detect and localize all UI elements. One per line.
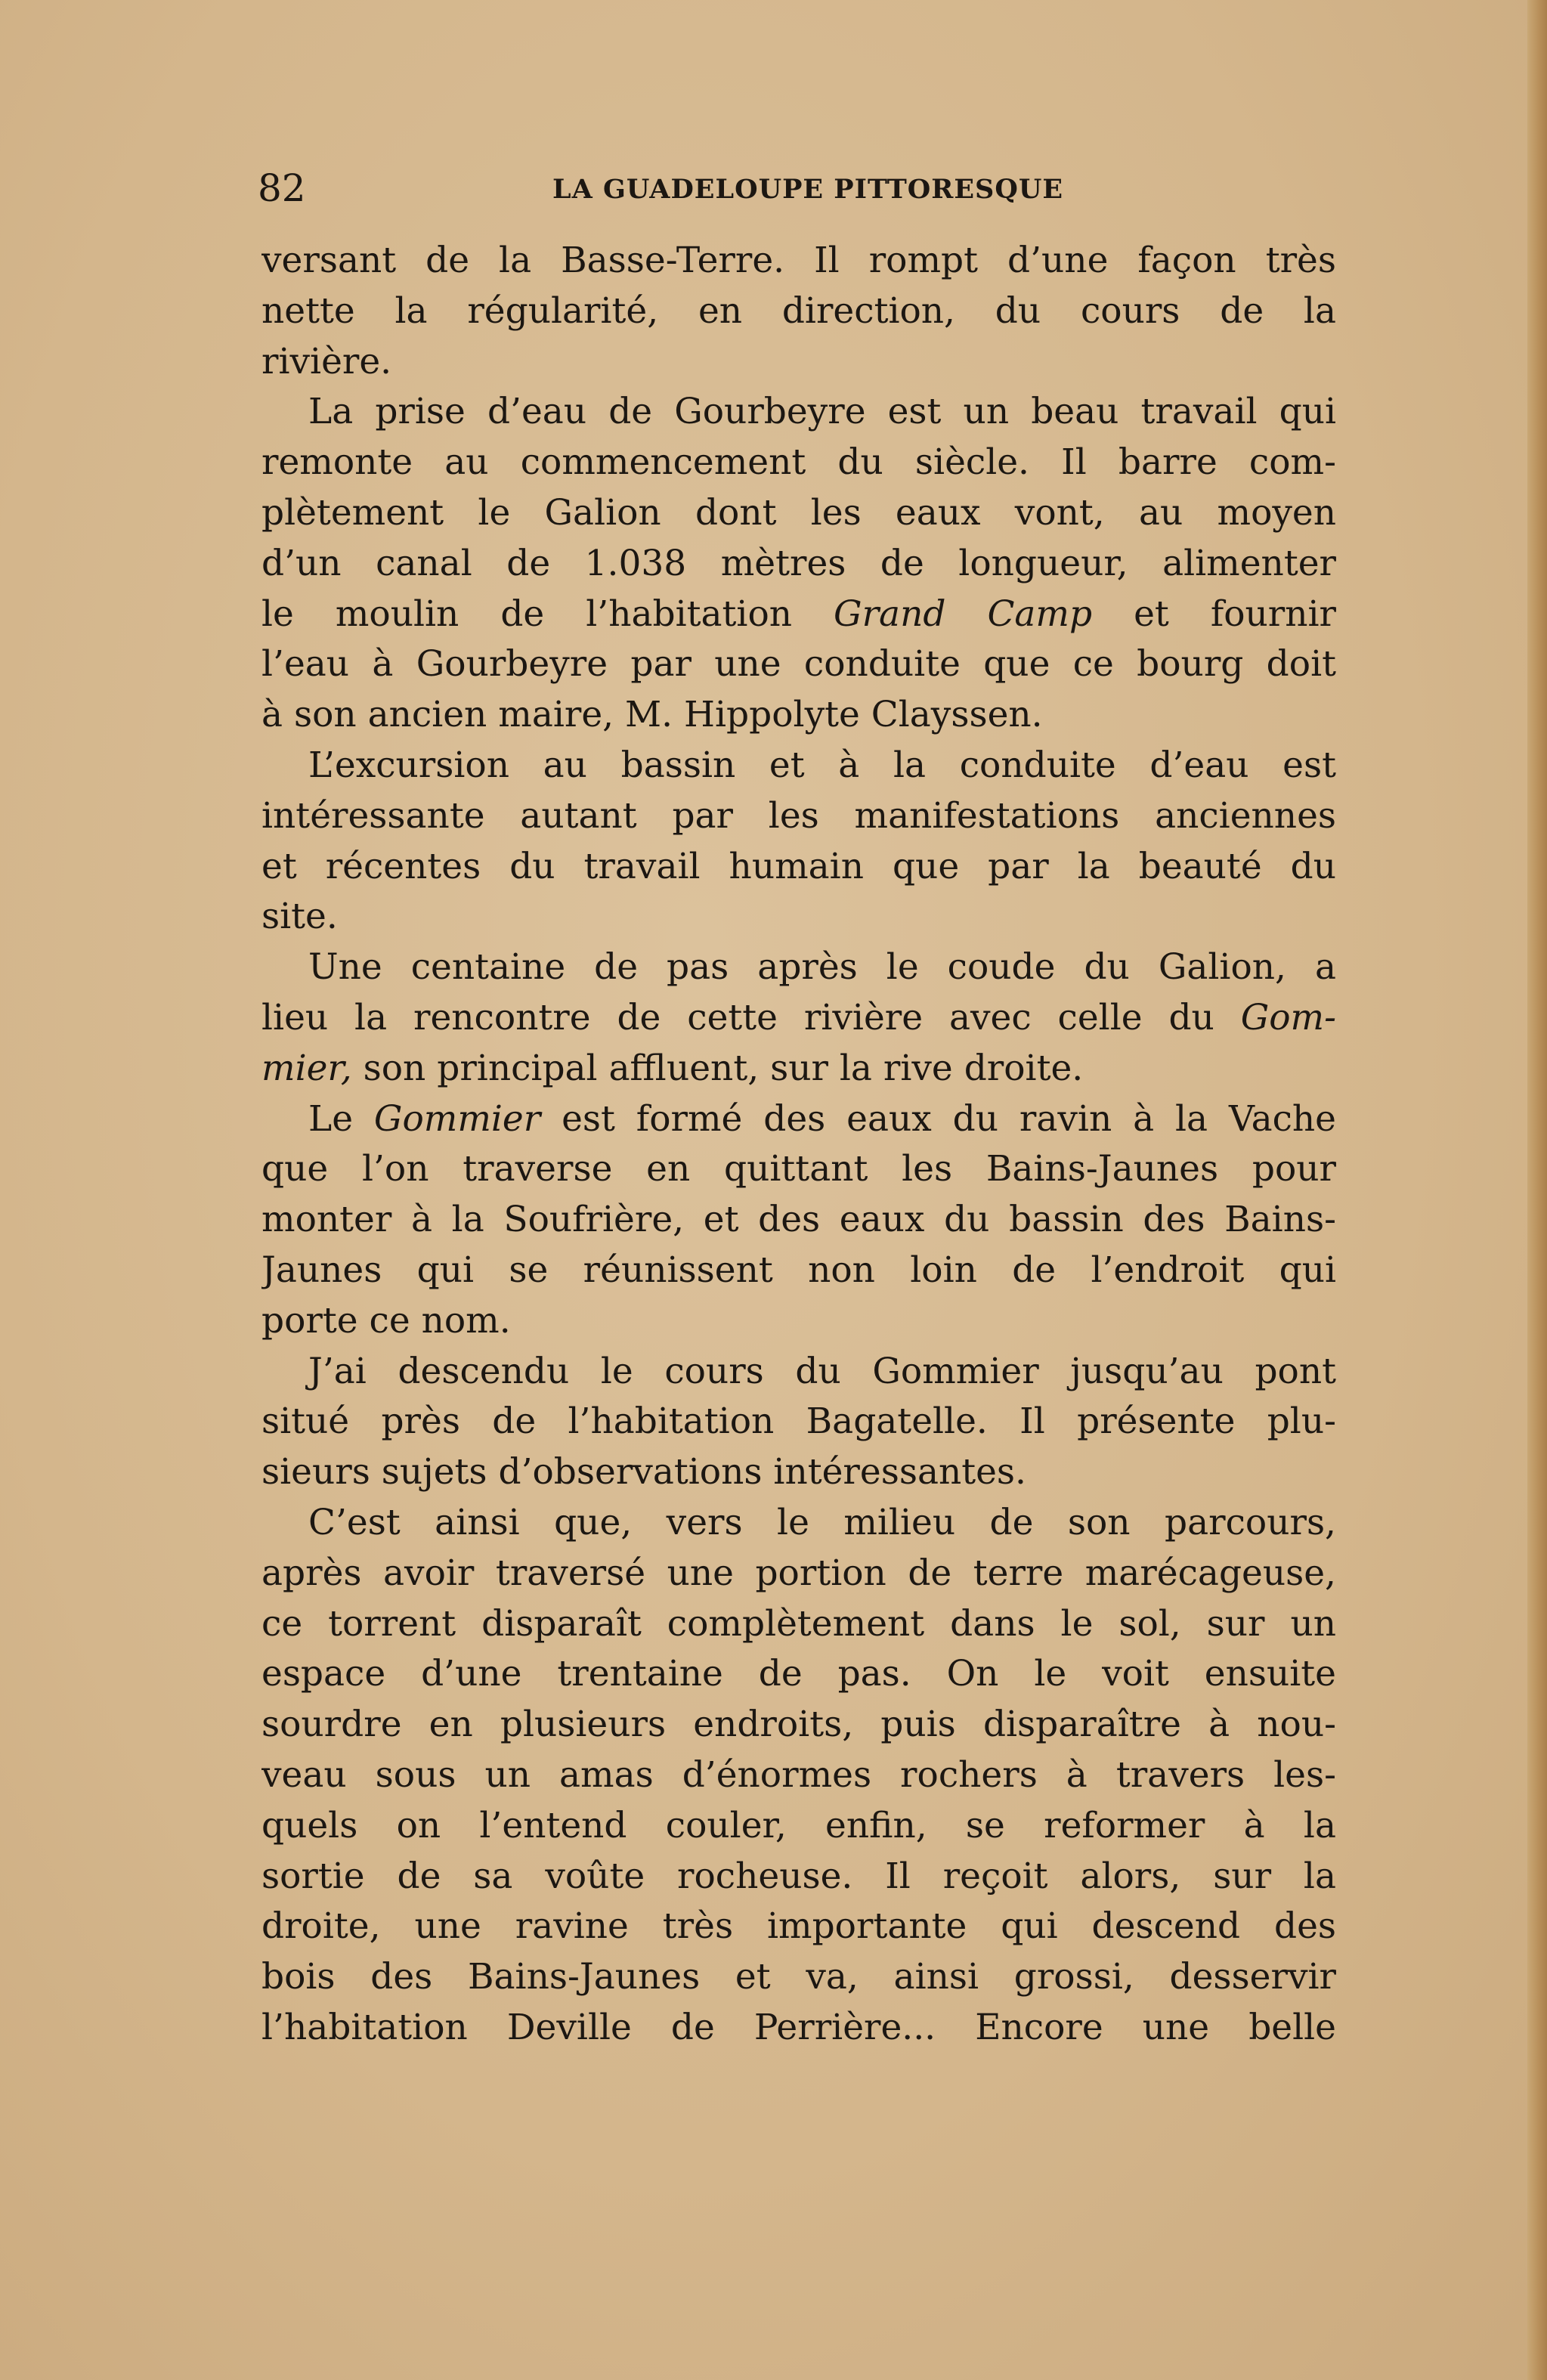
text-line: sieurs sujets d’observations intéressantes. (261, 1451, 1026, 1493)
text-line: sourdre en plusieurs endroits, puis disparaître à nou- (261, 1704, 1336, 1746)
text-line: d’un canal de 1.038 mètres de longueur, alimenter (261, 542, 1336, 584)
text-line: quels on l’entend couler, enfin, se reformer à la (261, 1804, 1336, 1846)
text-line: porte ce nom. (261, 1299, 511, 1342)
text-line: que l’on traverse en quittant les Bains-Jaunes pour (261, 1148, 1336, 1190)
text-line: Une centaine de pas après le coude du Galion, a (308, 946, 1336, 989)
text-line: remonte au commencement du siècle. Il barre com- (261, 441, 1336, 484)
italic-term: mier, (261, 1047, 352, 1089)
text-line: l’eau à Gourbeyre par une conduite que ce bourg doit (261, 643, 1336, 686)
text-line: lieu la rencontre de cette rivière avec celle du Gom- (261, 996, 1336, 1038)
text-line: droite, une ravine très importante qui descend des (261, 1905, 1336, 1948)
text-line: versant de la Basse-Terre. Il rompt d’une façon très (261, 240, 1336, 281)
text-line: intéressante autant par les manifestations anciennes (261, 794, 1336, 837)
text-line: à son ancien maire, M. Hippolyte Clayssen. (261, 694, 1043, 736)
text-line: Jaunes qui se réunissent non loin de l’endroit qui (261, 1249, 1336, 1291)
text-line: La prise d’eau de Gourbeyre est un beau travail qui (308, 391, 1336, 433)
text-line: C’est ainsi que, vers le milieu de son parcours, (308, 1501, 1336, 1543)
running-header (258, 161, 1336, 214)
text-line: sortie de sa voûte rocheuse. Il reçoit alors, sur la (261, 1855, 1336, 1897)
page-edge (1527, 0, 1547, 2380)
text-line: rivière. (261, 340, 392, 382)
text-line: bois des Bains-Jaunes et va, ainsi grossi, desservir (261, 1956, 1336, 1998)
text-line: Le Gommier est formé des eaux du ravin à la Vache (308, 1097, 1336, 1140)
text-line: et récentes du travail humain que par la beauté du (261, 845, 1336, 887)
italic-term: Gom- (1240, 996, 1336, 1038)
text-line: monter à la Soufrière, et des eaux du bassin des Bains- (261, 1199, 1336, 1241)
italic-term: Grand Camp (834, 593, 1093, 635)
text-line: l’habitation Deville de Perrière... Encore une belle (261, 2006, 1336, 2048)
text-line: site. (261, 896, 338, 938)
text-line: espace d’une trentaine de pas. On le voit ensuite (261, 1653, 1336, 1695)
text-line: veau sous un amas d’énormes rochers à travers les- (261, 1753, 1336, 1796)
text-line: mier, son principal affluent, sur la rive droite. (261, 1047, 1084, 1089)
text-line: plètement le Galion dont les eaux vont, au moyen (261, 491, 1336, 534)
text-line: nette la régularité, en direction, du cours de la (261, 289, 1336, 332)
text-line: ce torrent disparaît complètement dans le sol, sur un (261, 1602, 1336, 1645)
text-line: le moulin de l’habitation Grand Camp et fournir (261, 593, 1336, 635)
italic-term: Gommier (373, 1097, 541, 1140)
body-text (261, 236, 1336, 2053)
text-line: après avoir traversé une portion de terre marécageuse, (261, 1552, 1336, 1594)
running-title: LA GUADELOUPE PITTORESQUE (552, 174, 1064, 205)
page-number: 82 (258, 166, 306, 210)
text-line: J’ai descendu le cours du Gommier jusqu’au pont (308, 1350, 1336, 1392)
text-line: L’excursion au bassin et à la conduite d’eau est (308, 744, 1336, 786)
text-line: situé près de l’habitation Bagatelle. Il présente plu- (261, 1400, 1336, 1443)
